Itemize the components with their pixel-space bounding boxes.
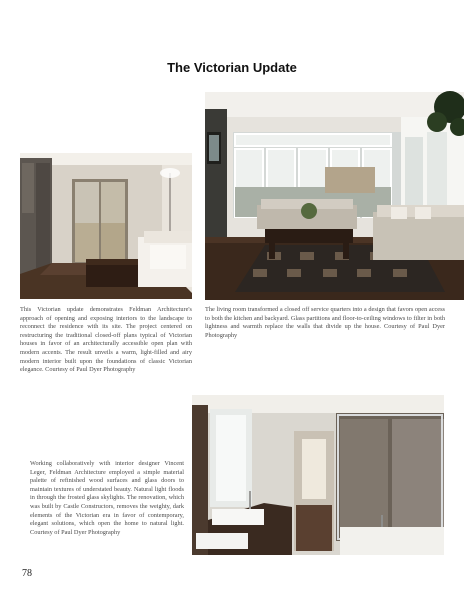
page-title: The Victorian Update xyxy=(167,60,297,75)
caption-bathroom: Working collaboratively with interior designer Vincent Leger, Feldman Architecture employed a simple material palette of refinished wood surfaces and glass doors to maintain textures of understated beauty. Natural light floods in through the frosted glass skylights. The renovation, which was built by Castle Constructors, removes the weighty, dark elements of the Victorian era in favor of contemporary, elegant solutions, which open the home to natural light. Courtesy of Paul Dyer Photography xyxy=(30,460,184,536)
caption-entry-hall: This Victorian update demonstrates Feldman Architecture's approach of opening and exposing interiors to the landscape to reconnect the residence with its site. The project centered on restructuring the traditional closed-off plans typical of Victorian houses in favor of an architecturally accessible open plan with modern accents. The result unveils a warm, light-filled and airy modern interior built upon the foundations of classic Victorian elegance. Courtesy of Paul Dyer Photography xyxy=(20,306,192,374)
living-room-image xyxy=(205,87,464,300)
entry-hall-image xyxy=(20,153,192,299)
bathroom-image xyxy=(192,395,444,555)
page-number: 78 xyxy=(22,568,32,579)
photo-living-room xyxy=(205,87,464,300)
caption-living-room: The living room transformed a closed off service quarters into a design that favors open access to both the kitchen and backyard. Glass partitions and floor-to-ceiling windows to filter in both lightness and warmth replace the walls that divide up the house. Courtesy of Paul Dyer Photography xyxy=(205,306,445,339)
photo-entry-hall xyxy=(20,153,192,299)
photo-bathroom xyxy=(192,395,444,555)
